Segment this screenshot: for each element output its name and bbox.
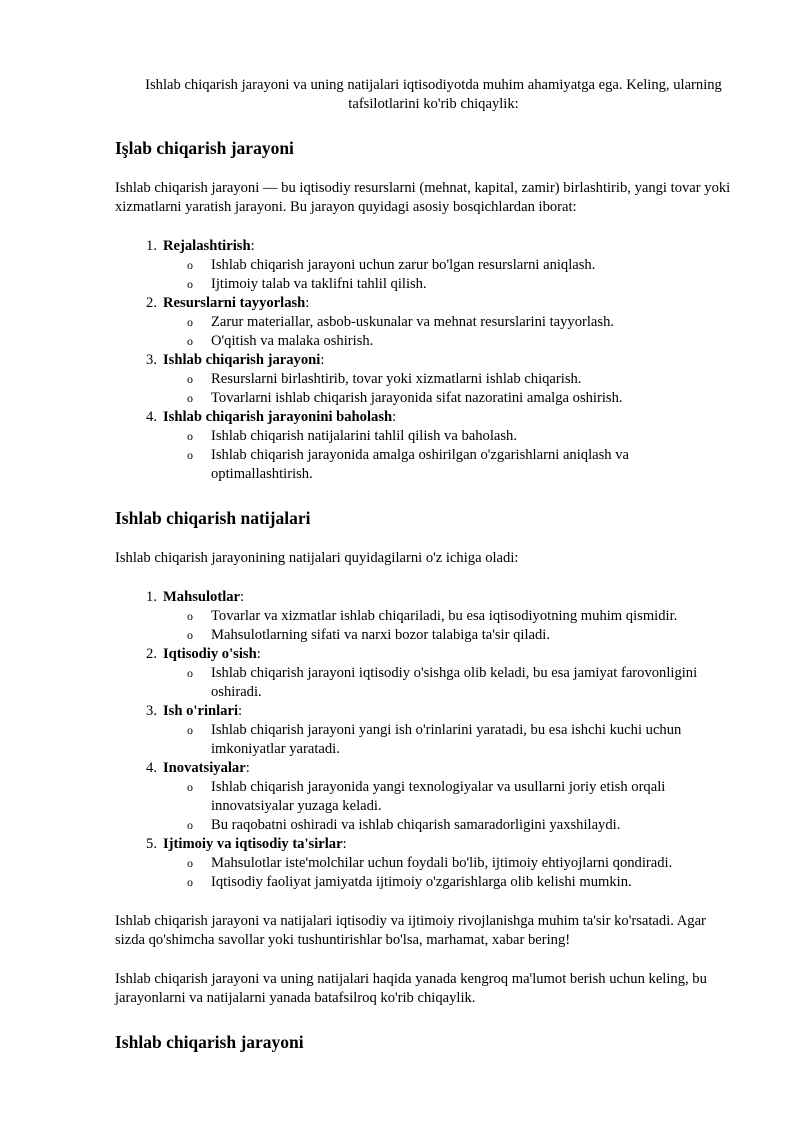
sub-list-text: Ishlab chiqarish jarayoni uchun zarur bo'lgan resurslarni aniqlash. <box>211 257 596 273</box>
list-item-title: Inovatsiyalar <box>163 760 246 776</box>
sub-list-text: Tovarlar va xizmatlar ishlab chiqariladi, bu esa iqtisodiyotning muhim qismidir. <box>211 608 678 624</box>
section-lead-results: Ishlab chiqarish jarayonining natijalari quyidagilarni o'z ichiga oladi: <box>115 550 519 566</box>
list-item-number: 1. <box>146 238 157 254</box>
list-item: 2. Resurslarni tayyorlash: o Zarur materiallar, asbob-uskunalar va mehnat resurslarini tayyorlash. o O'qitish va malaka oshirish. <box>163 294 732 351</box>
circle-bullet-icon: o <box>187 723 193 737</box>
sub-list-item <box>187 370 732 389</box>
list-item-title: Ishlab chiqarish jarayoni <box>163 352 321 368</box>
sub-list <box>163 664 732 702</box>
list-item: 5. Ijtimoiy va iqtisodiy ta'sirlar: o Mahsulotlar iste'molchilar uchun foydali bo'lib, ijtimoiy ehtiyojlarni qondiradi. o Iqtisodiy faoliyat jamiyatda ijtimoiy o'zgarishlarga olib kelishi mumkin. <box>163 835 732 892</box>
sub-list-text: Resurslarni birlashtirib, tovar yoki xizmatlarni ishlab chiqarish. <box>211 371 582 387</box>
circle-bullet-icon: o <box>187 609 193 623</box>
list-item-title: Mahsulotlar <box>163 589 241 605</box>
circle-bullet-icon: o <box>187 372 193 386</box>
list-item-number: 3. <box>146 703 157 719</box>
list-item-number: 1. <box>146 589 157 605</box>
circle-bullet-icon: o <box>187 277 193 291</box>
circle-bullet-icon: o <box>187 334 193 348</box>
circle-bullet-icon: o <box>187 448 193 462</box>
circle-bullet-icon: o <box>187 818 193 832</box>
process-steps-list <box>115 237 732 484</box>
sub-list-item <box>187 313 732 332</box>
sub-list-item <box>187 446 732 484</box>
sub-list-item <box>187 427 732 446</box>
circle-bullet-icon: o <box>187 258 193 272</box>
sub-list-text: Ishlab chiqarish jarayonida yangi texnologiyalar va usullarni joriy etish orqali innovatsiyalar yuzaga keladi. <box>211 779 666 814</box>
list-item-number: 2. <box>146 295 157 311</box>
sub-list-text: Ishlab chiqarish natijalarini tahlil qilish va baholash. <box>211 428 517 444</box>
sub-list <box>163 854 732 892</box>
sub-list-text: O'qitish va malaka oshirish. <box>211 333 374 349</box>
sub-list-item <box>187 854 732 873</box>
sub-list-item <box>187 275 732 294</box>
sub-list <box>163 256 732 294</box>
list-item: 4. Ishlab chiqarish jarayonini baholash: o Ishlab chiqarish natijalarini tahlil qilish va baholash. o Ishlab chiqarish jarayonida amalga oshirilgan o'zgarishlarni aniqlash va optimallashtirish. <box>163 408 732 484</box>
section-heading-process: Işlab chiqarish jarayoni <box>115 138 294 158</box>
sub-list-text: Mahsulotlar iste'molchilar uchun foydali bo'lib, ijtimoiy ehtiyojlarni qondiradi. <box>211 855 673 871</box>
list-item: 1. Mahsulotlar: o Tovarlar va xizmatlar ishlab chiqariladi, bu esa iqtisodiyotning muhim qismidir. o Mahsulotlarning sifati va narxi bozor talabiga ta'sir qiladi. <box>163 588 732 645</box>
list-item-title: Rejalashtirish <box>163 238 251 254</box>
list-item-title: Ish o'rinlari <box>163 703 239 719</box>
sub-list-text: Zarur materiallar, asbob-uskunalar va mehnat resurslarini tayyorlash. <box>211 314 615 330</box>
sub-list <box>163 427 732 484</box>
sub-list-item <box>187 721 732 759</box>
section-heading-results: Ishlab chiqarish natijalari <box>115 508 311 528</box>
sub-list-item <box>187 816 732 835</box>
list-item-number: 5. <box>146 836 157 852</box>
circle-bullet-icon: o <box>187 429 193 443</box>
sub-list-item <box>187 873 732 892</box>
sub-list-text: Ijtimoiy talab va taklifni tahlil qilish. <box>211 276 427 292</box>
sub-list <box>163 370 732 408</box>
circle-bullet-icon: o <box>187 856 193 870</box>
sub-list-text: Bu raqobatni oshiradi va ishlab chiqarish samaradorligini yaxshilaydi. <box>211 817 621 833</box>
circle-bullet-icon: o <box>187 628 193 642</box>
intro-paragraph: Ishlab chiqarish jarayoni va uning natijalari iqtisodiyotda muhim ahamiyatga ega. Keling, ularning tafsilotlarini ko'rib chiqaylik: <box>145 77 722 112</box>
results-list <box>115 588 732 892</box>
list-item-title: Ishlab chiqarish jarayonini baholash <box>163 409 393 425</box>
list-item: 2. Iqtisodiy o'sish: o Ishlab chiqarish jarayoni iqtisodiy o'sishga olib keladi, bu esa jamiyat farovonligini oshiradi. <box>163 645 732 702</box>
closing-paragraph: Ishlab chiqarish jarayoni va natijalari iqtisodiy va ijtimoiy rivojlanishga muhim ta'sir ko'rsatadi. Agar sizda qo'shimcha savollar yoki tushuntirishlar bo'lsa, marhamat, xabar bering! <box>115 913 706 948</box>
sub-list-item <box>187 664 732 702</box>
section-lead-process: Ishlab chiqarish jarayoni — bu iqtisodiy resurslarni (mehnat, kapital, zamir) birlashtirib, yangi tovar yoki xizmatlarni yaratish jarayoni. Bu jarayon quyidagi asosiy bosqichlardan iborat: <box>115 180 731 215</box>
list-item-title: Iqtisodiy o'sish <box>163 646 257 662</box>
circle-bullet-icon: o <box>187 780 193 794</box>
circle-bullet-icon: o <box>187 315 193 329</box>
list-item-number: 2. <box>146 646 157 662</box>
sub-list <box>163 607 732 645</box>
sub-list-text: Ishlab chiqarish jarayonida amalga oshirilgan o'zgarishlarni aniqlash va optimallashtirish. <box>211 447 630 482</box>
list-item-number: 3. <box>146 352 157 368</box>
list-item-number: 4. <box>146 409 157 425</box>
circle-bullet-icon: o <box>187 875 193 889</box>
sub-list <box>163 313 732 351</box>
sub-list-text: Ishlab chiqarish jarayoni iqtisodiy o'sishga olib keladi, bu esa jamiyat farovonligini oshiradi. <box>211 665 698 700</box>
list-item: 3. Ish o'rinlari: o Ishlab chiqarish jarayoni yangi ish o'rinlarini yaratadi, bu esa ishchi kuchi uchun imkoniyatlar yaratadi. <box>163 702 732 759</box>
sub-list <box>163 778 732 835</box>
list-item: 4. Inovatsiyalar: o Ishlab chiqarish jarayonida yangi texnologiyalar va usullarni joriy etish orqali innovatsiyalar yuzaga keladi. o Bu raqobatni oshiradi va ishlab chiqarish samaradorligini yaxshilaydi. <box>163 759 732 835</box>
list-item: 3. Ishlab chiqarish jarayoni: o Resurslarni birlashtirib, tovar yoki xizmatlarni ishlab chiqarish. o Tovarlarni ishlab chiqarish jarayonida sifat nazoratini amalga oshirish. <box>163 351 732 408</box>
sub-list-item <box>187 256 732 275</box>
sub-list-text: Ishlab chiqarish jarayoni yangi ish o'rinlarini yaratadi, bu esa ishchi kuchi uchun imkoniyatlar yaratadi. <box>211 722 682 757</box>
sub-list-text: Tovarlarni ishlab chiqarish jarayonida sifat nazoratini amalga oshirish. <box>211 390 623 406</box>
sub-list-item <box>187 626 732 645</box>
sub-list-item <box>187 607 732 626</box>
sub-list <box>163 721 732 759</box>
sub-list-text: Iqtisodiy faoliyat jamiyatda ijtimoiy o'zgarishlarga olib kelishi mumkin. <box>211 874 632 890</box>
list-item: 1. Rejalashtirish: o Ishlab chiqarish jarayoni uchun zarur bo'lgan resurslarni aniqlash. o Ijtimoiy talab va taklifni tahlil qilish. <box>163 237 732 294</box>
sub-list-text: Mahsulotlarning sifati va narxi bozor talabiga ta'sir qiladi. <box>211 627 551 643</box>
sub-list-item <box>187 332 732 351</box>
list-item-number: 4. <box>146 760 157 776</box>
sub-list-item <box>187 778 732 816</box>
section-heading-process-repeat: Ishlab chiqarish jarayoni <box>115 1032 304 1052</box>
list-item-title: Resurslarni tayyorlash <box>163 295 306 311</box>
circle-bullet-icon: o <box>187 666 193 680</box>
list-item-title: Ijtimoiy va iqtisodiy ta'sirlar <box>163 836 343 852</box>
circle-bullet-icon: o <box>187 391 193 405</box>
sub-list-item <box>187 389 732 408</box>
followup-paragraph: Ishlab chiqarish jarayoni va uning natijalari haqida yanada kengroq ma'lumot berish uchun keling, bu jarayonlarni va natijalarni yanada batafsilroq ko'rib chiqaylik. <box>115 971 707 1006</box>
